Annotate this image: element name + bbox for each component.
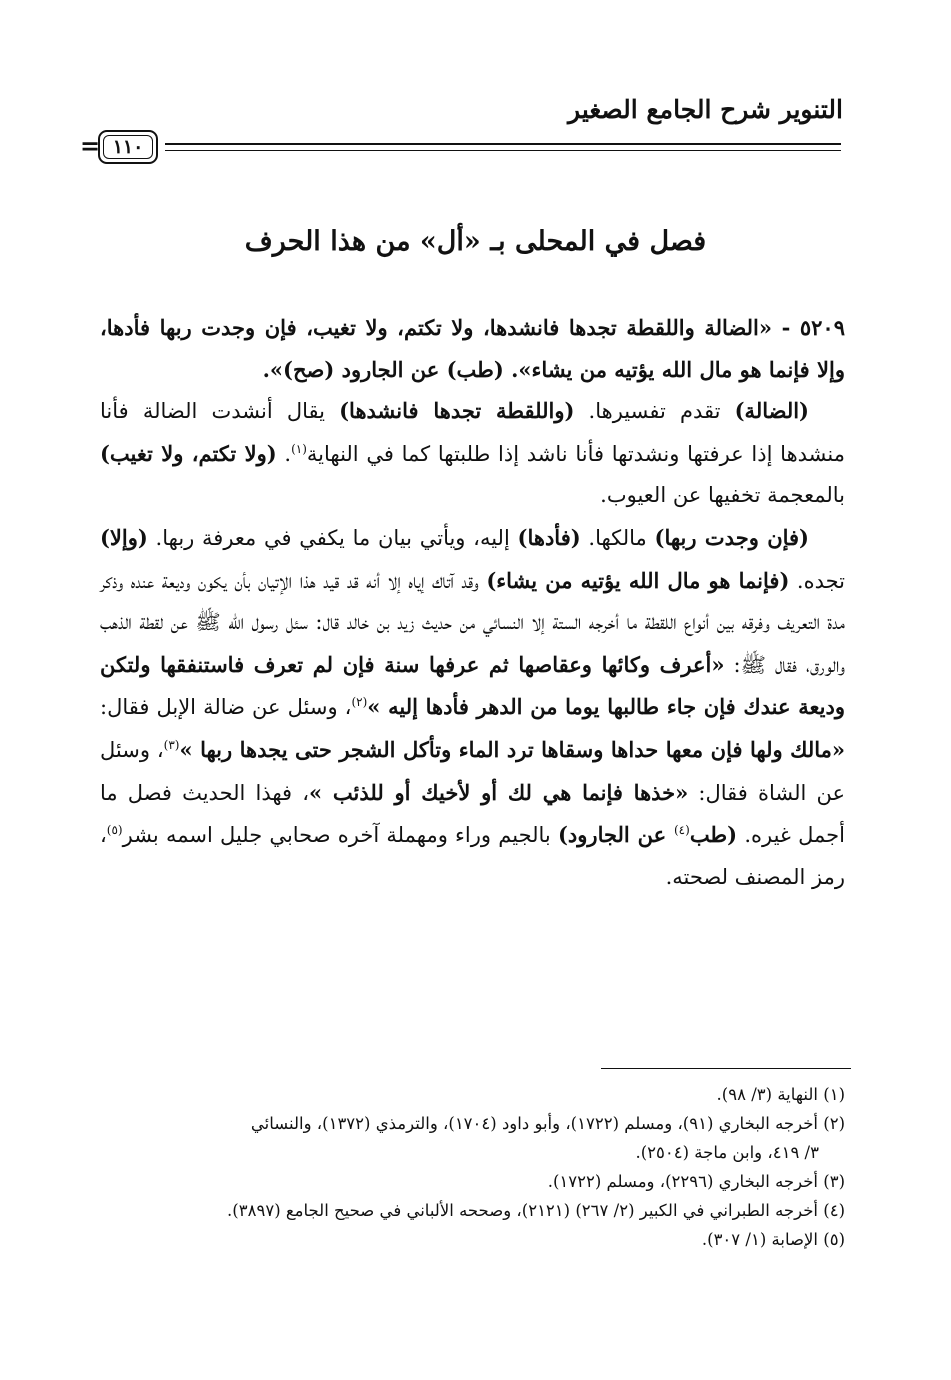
footnote-3: (٣) أخرجه البخاري (٢٢٩٦)، ومسلم (١٧٢٢). [547, 1172, 845, 1191]
footnote-ref: (٤) [673, 823, 690, 838]
footnote-2-continued: ٣/ ٤١٩، وابن ماجة (٢٥٠٤). [635, 1143, 819, 1162]
footnote-5: (٥) الإصابة (١/ ٣٠٧). [701, 1230, 845, 1249]
footnotes [100, 1080, 845, 1254]
page-number: ١١٠ [98, 130, 158, 164]
body-text [100, 307, 845, 898]
footnote-ref: (٢) [351, 695, 368, 710]
footnote-ref: (١) [291, 441, 307, 456]
footnote-2: (٢) أخرجه البخاري (٩١)، ومسلم (١٧٢٢)، وأبو داود (١٧٠٤)، والترمذي (١٣٧٢)، والنسائي [250, 1114, 845, 1133]
section-heading: فصل في المحلى بـ «أل» من هذا الحرف [244, 226, 707, 257]
running-title: التنوير شرح الجامع الصغير [568, 95, 843, 124]
header-mark: = [80, 131, 101, 160]
footnote-4: (٤) أخرجه الطبراني في الكبير (٢/ ٢٦٧) (٢١٢١)، وصححه الألباني في صحيح الجامع (٣٨٩٧). [227, 1201, 845, 1220]
header-rule-bottom [165, 150, 841, 151]
footnote-separator [601, 1068, 851, 1069]
footnote-1: (١) النهاية (٣/ ٩٨). [716, 1085, 845, 1104]
hadith-number: ٥٢٠٩ - [781, 315, 845, 340]
header-rule-top [165, 143, 841, 145]
hadith-paragraph [100, 307, 845, 390]
commentary-paragraph-1: (الضالة) تقدم تفسيرها. (واللقطة تجدها فانشدها) يقال أنشدت الضالة فأنا منشدها إذا عرفتها ونشدتها فأنا ناشد إذا طلبتها كما في النهاية$^{(١)}$. (ولا تكتم، ولا تغيب) بالمعجمة تخفيها عن العيوب. [100, 398, 845, 508]
footnote-ref: (٣) [163, 737, 180, 752]
footnote-ref: (٥) [106, 823, 123, 838]
hadith-text: «الضالة واللقطة تجدها فانشدها، ولا تكتم، ولا تغيب، فإن وجدت ربها فأدها، وإلا فإنما هو مال الله يؤتيه من يشاء». (طب) عن الجارود (صح)». [100, 315, 845, 382]
commentary-paragraph-2: (فإن وجدت ربها) مالكها. (فأدها) إليه، ويأتي بيان ما يكفي في معرفة ربها. (وإلا) تجده. (فإنما هو مال الله يؤتيه من يشاء) وقد آتاك إياه إلا أنه قد قيد هذا الإتيان بأن يكون وديعة عنده وذكر مدة التعريف وفرقه بين أنواع اللقطة ما أخرجه الستة إلا النسائي من حديث زيد بن خالد قال: سئل رسول الله ﷺ عن لقطة الذهب والورق، فقال ﷺ: «أعرف وكائها وعقاصها ثم عرفها سنة فإن لم تعرف فاستنفقها ولتكن وديعة عندك فإن جاء طالبها يوما من الدهر فأدها إليه »$^{(٢)}$، وسئل عن ضالة الإبل فقال: «مالك ولها فإن معها حداها وسقاها ترد الماء وتأكل الشجر حتى يجدها ربها »$^{(٣)}$، وسئل عن الشاة فقال: «خذها فإنما هي لك أو لأخيك أو للذئب »، فهذا الحديث فصل ما أجمل غيره. (طب$^{(٤)}$ عن الجارود) بالجيم وراء ومهملة آخره صحابي جليل اسمه بشر$^{(٥)}$، رمز المصنف لصحته. [100, 524, 846, 889]
